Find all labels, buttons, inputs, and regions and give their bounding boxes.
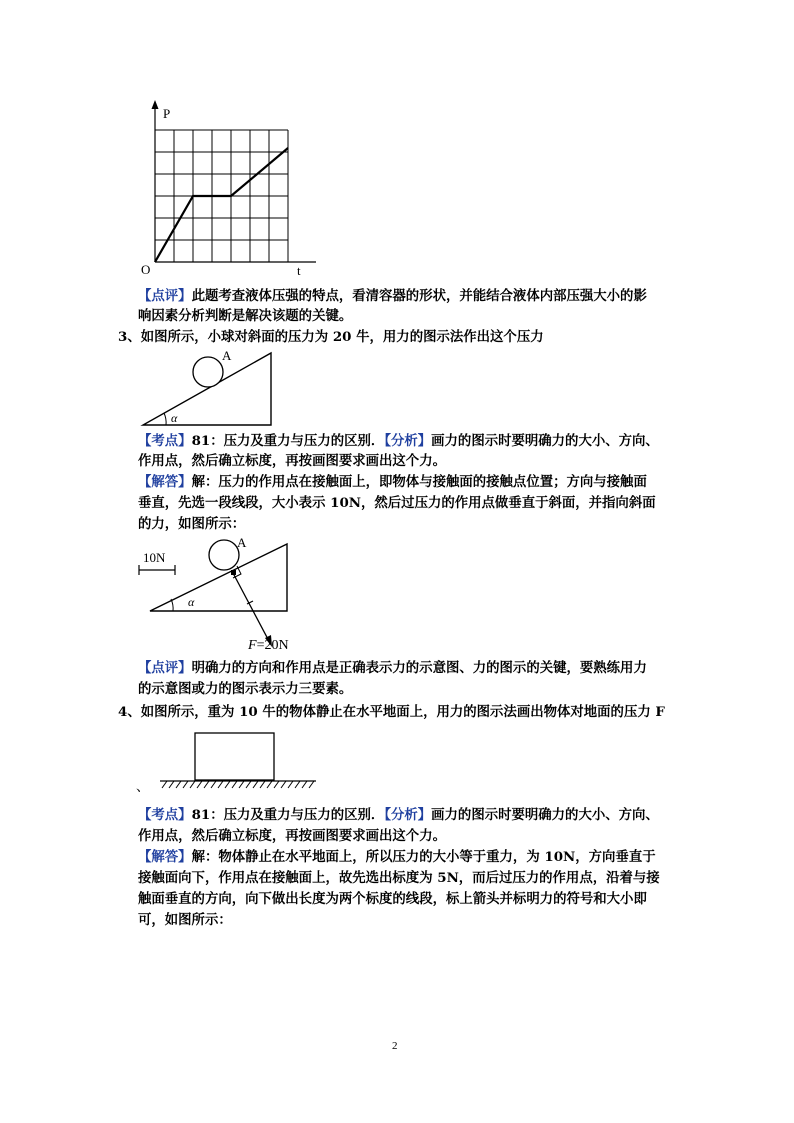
q3-jieda-1: 【解答】解：压力的作用点在接触面上，即物体与接触面的接触点位置；方向与接触面 [138, 474, 647, 490]
review1-line2: 响因素分析判断是解决该题的关键。 [138, 308, 353, 324]
q4-fenxi-cont: 作用点，然后确立标度，再按画图要求画出这个力。 [138, 828, 446, 844]
review1-line1: 【点评】此题考查液体压强的特点，看清容器的形状，并能结合液体内部压强大小的影 [138, 288, 647, 304]
origin-label: O [141, 262, 151, 277]
pressure-curve [155, 148, 288, 262]
q3-jieda-2: 垂直，先选一段线段，大小表示 10N，然后过压力的作用点做垂直于斜面，并指向斜面 [138, 495, 656, 511]
q4-jieda-1: 【解答】解：物体静止在水平地面上，所以压力的大小等于重力，为 10N，方向垂直于 [138, 849, 656, 865]
review1-tag: 【点评】 [138, 288, 192, 304]
force-arrow [233, 573, 270, 643]
q3-dianping-1: 【点评】明确力的方向和作用点是正确表示力的示意图、力的图示的关键，要熟练用力 [138, 660, 647, 676]
q3-fenxi-cont: 作用点，然后确立标度，再按画图要求画出这个力。 [138, 453, 446, 469]
ball [209, 540, 239, 570]
block [195, 733, 274, 780]
angle-label: α [188, 595, 195, 609]
q4-jieda-4: 可，如图所示： [138, 912, 232, 928]
force-label: F=20N [248, 638, 289, 653]
page-number: 2 [392, 1040, 398, 1052]
ball [193, 357, 223, 387]
axis-p-label: P [163, 106, 171, 121]
q3-dianping-2: 的示意图或力的图示表示力三要素。 [138, 681, 353, 697]
q4-kaodian: 【考点】81：压力及重力与压力的区别．【分析】画力的图示时要明确力的大小、方向、 [138, 807, 659, 823]
stray-mark: 、 [136, 780, 150, 795]
q4-jieda-3: 触面垂直的方向，向下做出长度为两个标度的线段，标上箭头并标明力的符号和大小即 [138, 891, 647, 907]
q3-text: 3、如图所示，小球对斜面的压力为 20 牛，用力的图示法作出这个压力 [118, 329, 544, 345]
q4-text: 4、如图所示，重为 10 牛的物体静止在水平地面上，用力的图示法画出物体对地面的压力 F [118, 704, 665, 720]
scale-label: 10N [143, 550, 166, 565]
ball-label: A [237, 535, 247, 550]
angle-arc [164, 413, 166, 425]
q3-incline-figure [138, 343, 278, 428]
ground-hatch [162, 781, 314, 788]
q3-kaodian: 【考点】81：压力及重力与压力的区别．【分析】画力的图示时要明确力的大小、方向、 [138, 433, 659, 449]
angle-arc [171, 599, 173, 611]
q3-jieda-3: 的力，如图所示： [138, 516, 246, 532]
pressure-time-graph [138, 98, 318, 284]
q4-block-figure [150, 728, 320, 792]
q4-jieda-2: 接触面向下，作用点在接触面上，故先选出标度为 5N，而后过压力的作用点，沿着与接 [138, 870, 660, 886]
angle-label: α [171, 411, 178, 425]
ball-label: A [222, 348, 232, 363]
p-axis-arrow [152, 100, 159, 109]
axis-t-label: t [297, 263, 301, 278]
